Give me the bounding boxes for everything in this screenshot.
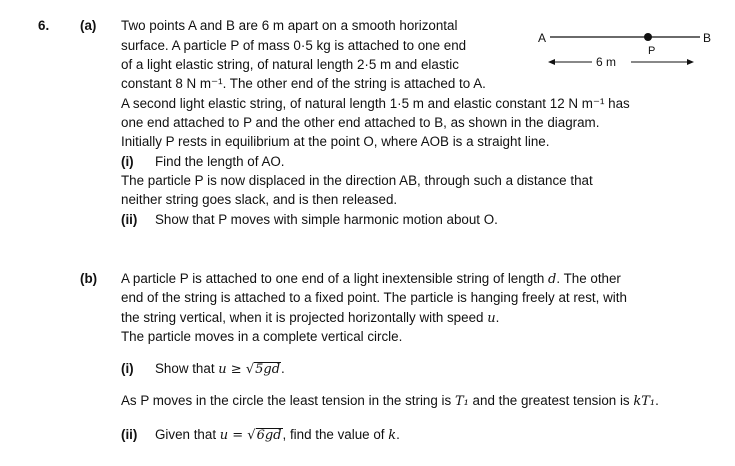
distance-label: 6 m — [596, 55, 617, 69]
part-b-line-3 — [121, 310, 499, 327]
sqrt-symbol-2: √ — [247, 428, 256, 443]
particle-p-label: P — [648, 45, 656, 57]
part-b-line-1-text: A particle P is attached to one end of a light inextensible string of length — [121, 271, 549, 286]
part-b-ii-text-mid: , find the value of — [282, 427, 389, 442]
part-b-tension-line — [121, 393, 659, 410]
string-diagram — [530, 20, 720, 80]
part-a-line-1: Two points A and B are 6 m apart on a smooth horizontal — [121, 18, 458, 33]
part-b-label: (b) — [80, 271, 98, 286]
point-b-label: B — [703, 31, 712, 45]
part-b-ii-equation: u = — [219, 428, 248, 443]
part-b-i-text: Show that — [155, 361, 219, 376]
part-b-line-3-text: the string vertical, when it is projected horizontally with speed — [121, 310, 488, 325]
part-a-line-4: constant 8 N m⁻¹. The other end of the string is attached to A. — [121, 76, 486, 91]
part-a-line-3: of a light elastic string, of natural length 2·5 m and elastic — [121, 57, 459, 72]
part-b-line-2: end of the string is attached to a fixed point. The particle is hanging freely at rest, with — [121, 290, 627, 305]
part-b-line-1-end: . The other — [556, 271, 621, 286]
part-b-ii-end: . — [396, 427, 400, 442]
tension-end: . — [655, 393, 659, 408]
point-a-label: A — [538, 31, 547, 45]
part-a-question-i — [121, 154, 285, 170]
part-b-ii-radicand: 6gd — [256, 428, 282, 443]
part-a-line-2: surface. A particle P of mass 0·5 kg is attached to one end — [121, 38, 467, 53]
part-b-i-label: (i) — [121, 361, 134, 376]
part-a-ii-label: (ii) — [121, 212, 138, 227]
var-k: k — [388, 428, 397, 443]
part-b-line-3-end: . — [495, 310, 500, 325]
part-a-middle-line-1: The particle P is now displaced in the direction AB, through such a distance that — [121, 173, 593, 188]
part-a-i-text: Find the length of AO. — [155, 154, 285, 169]
part-a-middle-line-2: neither string goes slack, and is then released. — [121, 192, 398, 207]
part-b-question-ii — [121, 427, 400, 444]
part-a-line-5: A second light elastic string, of natural length 1·5 m and elastic constant 12 N m⁻¹ has — [121, 96, 630, 111]
particle-p — [644, 33, 652, 41]
part-b-question-i — [121, 361, 285, 378]
tension-t1: T₁ — [454, 394, 469, 409]
part-b-ii-text: Given that — [155, 427, 220, 442]
part-b-line-1 — [121, 271, 621, 288]
part-a-ii-text: Show that P moves with simple harmonic motion about O. — [155, 212, 498, 227]
part-a-line-7: Initially P rests in equilibrium at the point O, where AOB is a straight line. — [121, 134, 550, 149]
part-a-label: (a) — [80, 18, 97, 33]
part-b-i-radicand: 5gd — [255, 362, 281, 377]
question-number: 6. — [38, 18, 50, 33]
tension-text-1: As P moves in the circle the least tension in the string is — [121, 393, 455, 408]
tension-text-2: and the greatest tension is — [468, 393, 634, 408]
part-a-question-ii — [121, 212, 498, 228]
part-b-i-end: . — [281, 361, 285, 376]
part-a-line-6: one end attached to P and the other end attached to B, as shown in the diagram. — [121, 115, 600, 130]
sqrt-symbol: √ — [245, 362, 255, 377]
part-b-i-inequality: u ≥ — [218, 362, 246, 377]
arrow-right-head — [687, 59, 694, 65]
part-b-ii-label: (ii) — [121, 427, 138, 442]
part-a-i-label: (i) — [121, 154, 134, 169]
var-u: u — [487, 311, 496, 326]
var-d: d — [548, 272, 557, 287]
tension-kt1: kT₁ — [633, 394, 656, 409]
part-b-line-4: The particle moves in a complete vertical circle. — [121, 329, 403, 344]
arrow-left-head — [548, 59, 555, 65]
